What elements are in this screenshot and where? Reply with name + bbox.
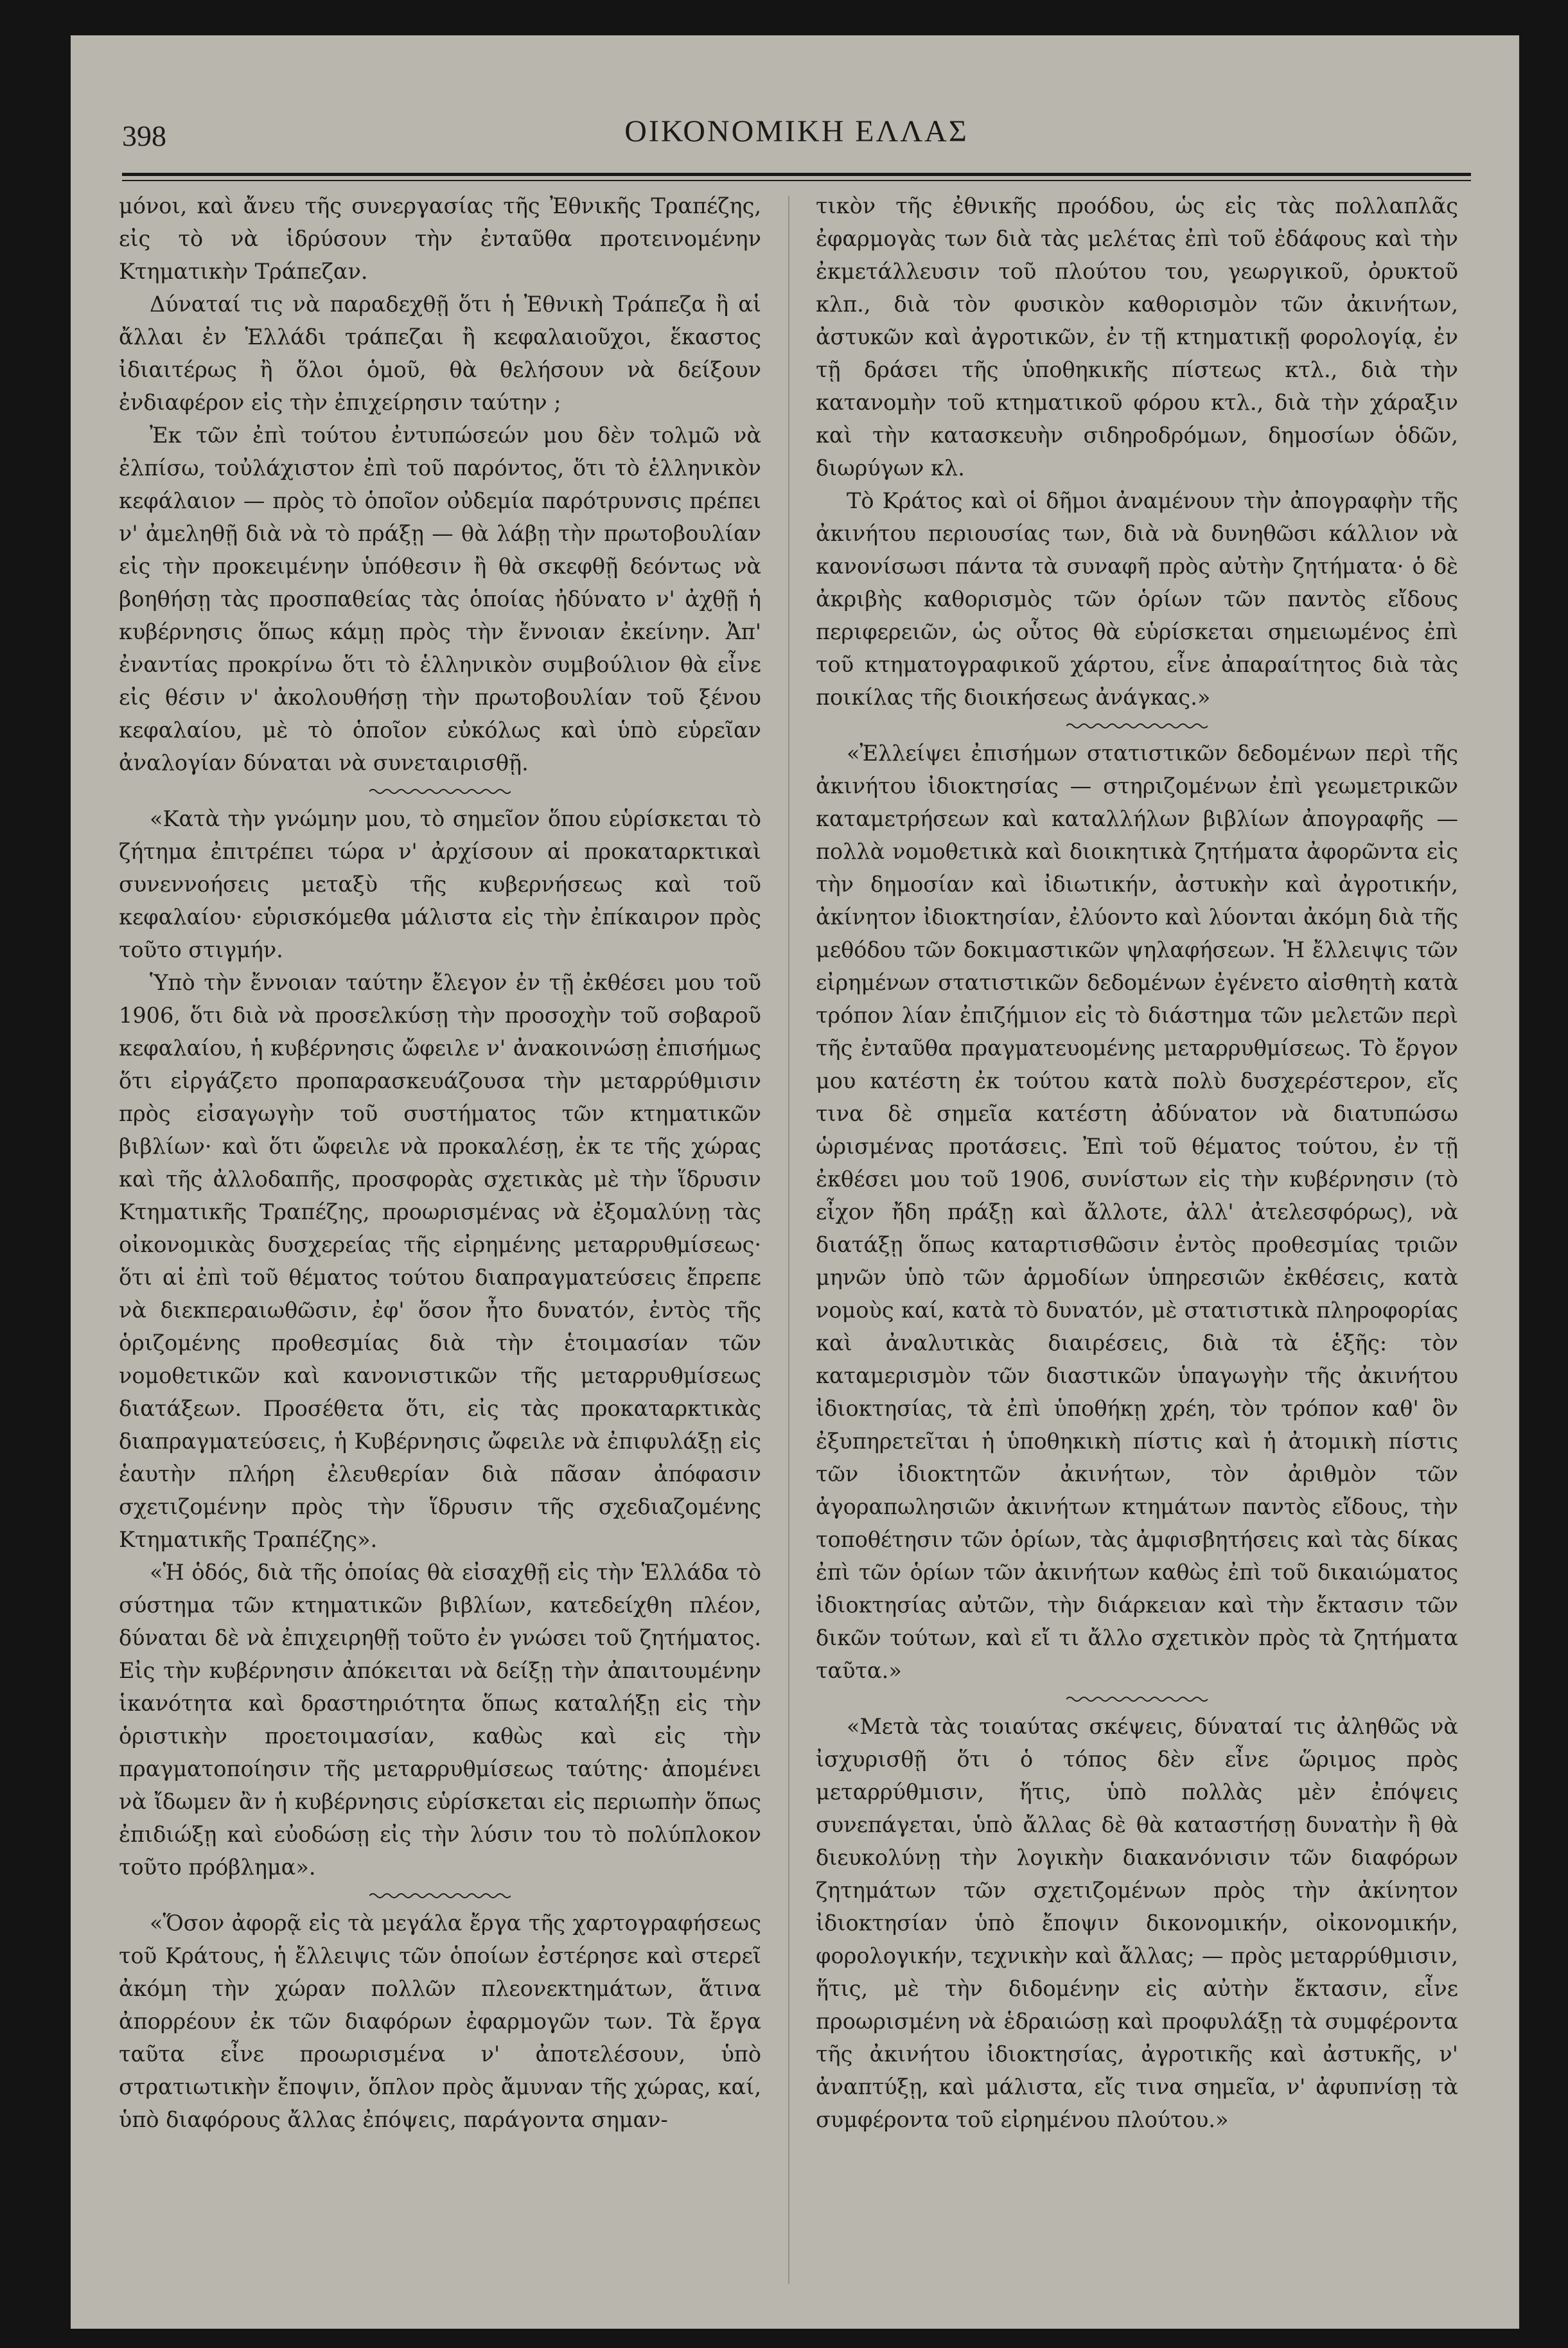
wavy-separator: [1066, 1695, 1208, 1704]
paragraph: Δύναταί τις νὰ παραδεχθῇ ὅτι ἡ Ἐθνικὴ Τράπεζα ἢ αἱ ἄλλαι ἐν Ἑλλάδι τράπεζαι ἢ κεφαλαιοῦχοι, ἕκαστος ἰδιαιτέρως ἢ ὅλοι ὁμοῦ, θὰ θελήσουν νὰ δείξουν ἐνδιαφέρον εἰς τὴν ἐπιχείρησιν ταύτην ;: [119, 292, 761, 415]
page-header: [122, 100, 1471, 170]
paragraph: «Ἡ ὁδός, διὰ τῆς ὁποίας θὰ εἰσαχθῇ εἰς τὴν Ἑλλάδα τὸ σύστημα τῶν κτηματικῶν βιβλίων, κατεδείχθη πλέον, δύναται δὲ νὰ ἐπιχειρηθῇ τοῦτο ἐν γνώσει τοῦ ζητήματος. Εἰς τὴν κυβέρνησιν ἀπόκειται νὰ δείξῃ τὴν ἀπαιτουμένην ἱκανότητα καὶ δραστηριότητα ὅπως καταλήξῃ εἰς τὴν ὁριστικὴν προετοιμασίαν, καθὼς καὶ εἰς τὴν πραγματοποίησιν τῆς μεταρρυθμίσεως ταύτης· ἀπομένει νὰ ἴδωμεν ἂν ἡ κυβέρνησις εὑρίσκεται εἰς περιωπὴν ὅπως ἐπιδιώξῃ καὶ εὐοδώσῃ εἰς τὴν λύσιν του τὸ πολύπλοκον τοῦτο πρόβλημα».: [119, 1560, 761, 1880]
paragraph: τικὸν τῆς ἐθνικῆς προόδου, ὡς εἰς τὰς πολλαπλᾶς ἐφαρμογὰς των διὰ τὰς μελέτας ἐπὶ τοῦ ἐδάφους καὶ τὴν ἐκμετάλλευσιν τοῦ πλούτου του, γεωργικοῦ, ὀρυκτοῦ κλπ., διὰ τὸν φυσικὸν καθορισμὸν τῶν ἀκινήτων, ἀστυκῶν καὶ ἀγροτικῶν, ἐν τῇ κτηματικῇ φορολογίᾳ, ἐν τῇ δράσει τῆς ὑποθηκικῆς πίστεως κτλ., διὰ τὴν κατανομὴν τοῦ κτηματικοῦ φόρου κτλ., διὰ τὴν χάραξιν καὶ τὴν κατασκευὴν σιδηροδρόμων, δημοσίων ὁδῶν, διωρύγων κλ.: [816, 193, 1458, 481]
paragraph: Ὑπὸ τὴν ἔννοιαν ταύτην ἔλεγον ἐν τῇ ἐκθέσει μου τοῦ 1906, ὅτι διὰ νὰ προσελκύσῃ τὴν προσοχὴν τοῦ σοβαροῦ κεφαλαίου, ἡ κυβέρνησις ὤφειλε ν' ἀνακοινώσῃ ἐπισήμως ὅτι εἰργάζετο προπαρασκευάζουσα τὴν μεταρρύθμισιν πρὸς εἰσαγωγὴν τοῦ συστήματος τῶν κτηματικῶν βιβλίων· καὶ ὅτι ὤφειλε νὰ προκαλέσῃ, ἐκ τε τῆς χώρας καὶ τῆς ἀλλοδαπῆς, προσφορὰς σχετικὰς μὲ τὴν ἵδρυσιν Κτηματικῆς Τραπέζης, προωρισμένας νὰ ἐξομαλύνῃ τὰς οἰκονομικὰς δυσχερείας τῆς εἰρημένης μεταρρυθμίσεως· ὅτι αἱ ἐπὶ τοῦ θέματος τούτου διαπραγματεύσεις ἔπρεπε νὰ διεκπεραιωθῶσιν, ἐφ' ὅσον ἦτο δυνατόν, ἐντὸς τῆς ὁριζομένης προθεσμίας διὰ τὴν ἑτοιμασίαν τῶν νομοθετικῶν καὶ κανονιστικῶν τῆς μεταρρυθμίσεως διατάξεων. Προσέθετα ὅτι, εἰς τὰς προκαταρκτικὰς διαπραγματεύσεις, ἡ Κυβέρνησις ὤφειλε νὰ ἐπιφυλάξῃ εἰς ἑαυτὴν πλήρη ἐλευθερίαν διὰ πᾶσαν ἀπόφασιν σχετιζομένην πρὸς τὴν ἵδρυσιν τῆς σχεδιαζομένης Κτηματικῆς Τραπέζης».: [119, 970, 761, 1552]
left-column: [119, 190, 761, 2290]
wavy-separator: [1066, 721, 1208, 730]
paragraph: μόνοι, καὶ ἄνευ τῆς συνεργασίας τῆς Ἐθνικῆς Τραπέζης, εἰς τὸ νὰ ἱδρύσουν τὴν ἐνταῦθα προτεινομένην Κτηματικὴν Τράπεζαν.: [119, 193, 761, 284]
running-title: ΟΙΚΟΝΟΜΙΚΗ ΕΛΛΑΣ: [624, 114, 969, 148]
paragraph: «Ὅσον ἀφορᾷ εἰς τὰ μεγάλα ἔργα τῆς χαρτογραφήσεως τοῦ Κράτους, ἡ ἔλλειψις τῶν ὁποίων ἐστέρησε καὶ στερεῖ ἀκόμη τὴν χώραν πολλῶν πλεονεκτημάτων, ἅτινα ἀπορρέουν ἐκ τῶν διαφόρων ἐφαρμογῶν των. Τὰ ἔργα ταῦτα εἶνε προωρισμένα ν' ἀποτελέσουν, ὑπὸ στρατιωτικὴν ἔποψιν, ὅπλον πρὸς ἄμυναν τῆς χώρας, καί, ὑπὸ διαφόρους ἄλλας ἐπόψεις, παράγοντα σημαν-: [119, 1911, 761, 2132]
wavy-separator: [369, 1891, 511, 1900]
header-rule-thin: [122, 180, 1471, 181]
newspaper-page: [71, 35, 1519, 2329]
right-column: [816, 190, 1458, 2290]
page-number: 398: [122, 119, 166, 152]
paragraph: «Μετὰ τὰς τοιαύτας σκέψεις, δύναταί τις ἀληθῶς νὰ ἰσχυρισθῇ ὅτι ὁ τόπος δὲν εἶνε ὥριμος πρὸς μεταρρύθμισιν, ἥτις, ὑπὸ πολλὰς μὲν ἐπόψεις συνεπάγεται, ὑπὸ ἄλλας δὲ θὰ καταστήσῃ δυνατὴν ἢ θὰ διευκολύνῃ τὴν λογικὴν διακανόνισιν τῶν διαφόρων ζητημάτων τῶν σχετιζομένων πρὸς τὴν ἀκίνητον ἰδιοκτησίαν ὑπὸ ἔποψιν δικονομικήν, οἰκονομικήν, φορολογικήν, τεχνικὴν καὶ ἄλλας; — πρὸς μεταρρύθμισιν, ἥτις, μὲ τὴν διδομένην εἰς αὐτὴν ἔκτασιν, εἶνε προωρισμένη νὰ ἑδραιώσῃ καὶ προφυλάξῃ τὰ συμφέροντα τῆς ἀκινήτου ἰδιοκτησίας, ἀγροτικῆς καὶ ἀστυκῆς, ν' ἀναπτύξῃ, καὶ μάλιστα, εἴς τινα σημεῖα, ν' ἀφυπνίσῃ τὰ συμφέροντα τοῦ εἰρημένου πλούτου.»: [816, 1714, 1458, 2132]
wavy-separator: [369, 787, 511, 796]
paragraph: «Ἐλλείψει ἐπισήμων στατιστικῶν δεδομένων περὶ τῆς ἀκινήτου ἰδιοκτησίας — στηριζομένων ἐπὶ γεωμετρικῶν καταμετρήσεων καὶ καταλλήλων βιβλίων ἀπογραφῆς — πολλὰ νομοθετικὰ καὶ διοικητικὰ ζητήματα ἀφορῶντα εἰς τὴν δημοσίαν καὶ ἰδιωτικήν, ἀστυκὴν καὶ ἀγροτικήν, ἀκίνητον ἰδιοκτησίαν, ἐλύοντο καὶ λύονται ἀκόμη διὰ τῆς μεθόδου τῶν δοκιμαστικῶν ψηλαφήσεων. Ἡ ἔλλειψις τῶν εἰρημένων στατιστικῶν δεδομένων ἐγένετο αἰσθητὴ κατὰ τρόπον λίαν ἐπιζήμιον εἰς τὸ διάστημα τῶν μελετῶν περὶ τῆς ἐνταῦθα πραγματευομένης μεταρρυθμίσεως. Τὸ ἔργον μου κατέστη ἐκ τούτου κατὰ πολὺ δυσχερέστερον, εἴς τινα δὲ σημεῖα κατέστη ἀδύνατον νὰ διατυπώσω ὡρισμένας προτάσεις. Ἐπὶ τοῦ θέματος τούτου, ἐν τῇ ἐκθέσει μου τοῦ 1906, συνίστων εἰς τὴν κυβέρνησιν (τὸ εἶχον ἤδη πράξῃ καὶ ἄλλοτε, ἀλλ' ἀτελεσφόρως), νὰ διατάξῃ ὅπως καταρτισθῶσιν ἐντὸς προθεσμίας τριῶν μηνῶν ὑπὸ τῶν ἁρμοδίων ὑπηρεσιῶν ἐκθέσεις, κατὰ νομοὺς καί, κατὰ τὸ δυνατόν, μὲ στατιστικὰ πληροφορίας καὶ ἀναλυτικὰς διαιρέσεις, διὰ τὰ ἑξῆς: τὸν καταμερισμὸν τῶν διαστικῶν ὑπαγωγὴν τῆς ἀκινήτου ἰδιοκτησίας, τὰ ἐπὶ ὑποθήκῃ χρέη, τὸν τρόπον καθ' ὃν ἐξυπηρετεῖται ἡ ὑποθηκικὴ πίστις καὶ ἡ ἀτομικὴ πίστις τῶν ἰδιοκτητῶν ἀκινήτων, τὸν ἀριθμὸν τῶν ἀγοραπωλησιῶν ἀκινήτων κτημάτων παντὸς εἴδους, τὴν τοποθέτησιν τῶν ὁρίων, τὰς ἀμφισβητήσεις καὶ τὰς δίκας ἐπὶ τῶν ὁρίων τῶν ἀκινήτων καθὼς ἐπὶ τοῦ δικαιώματος ἰδιοκτησίας αὐτῶν, τὴν διάρκειαν καὶ τὴν ἔκτασιν τῶν δικῶν τούτων, καὶ εἴ τι ἄλλο σχετικὸν πρὸς τὰ ζητήματα ταῦτα.»: [816, 741, 1458, 1683]
paragraph: Τὸ Κράτος καὶ οἱ δῆμοι ἀναμένουν τὴν ἀπογραφὴν τῆς ἀκινήτου περιουσίας των, διὰ νὰ δυνηθῶσι κάλλιον νὰ κανονίσωσι πάντα τὰ συναφῆ πρὸς αὐτὴν ζητήματα· ὁ δὲ ἀκριβὴς καθορισμὸς τῶν ὁρίων τῶν παντὸς εἴδους περιφερειῶν, ὡς οὗτος θὰ εὑρίσκεται σημειωμένος ἐπὶ τοῦ κτηματογραφικοῦ χάρτου, εἶνε ἀπαραίτητος διὰ τὰς ποικίλας τῆς διοικήσεως ἀνάγκας.»: [816, 488, 1458, 710]
header-rule-thick: [122, 173, 1471, 176]
column-divider: [788, 196, 789, 2284]
paragraph: Ἐκ τῶν ἐπὶ τούτου ἐντυπώσεών μου δὲν τολμῶ νὰ ἐλπίσω, τοὐλάχιστον ἐπὶ τοῦ παρόντος, ὅτι τὸ ἑλληνικὸν κεφάλαιον — πρὸς τὸ ὁποῖον οὐδεμία παρότρυνσις πρέπει ν' ἀμεληθῇ διὰ νὰ τὸ πράξῃ — θὰ λάβῃ τὴν πρωτοβουλίαν εἰς τὴν προκειμένην ὑπόθεσιν ἢ θὰ σκεφθῇ δεόντως νὰ βοηθήσῃ τὰς προσπαθείας τὰς ὁποίας ἠδύνατο ν' ἀχθῇ ἡ κυβέρνησις ὅπως κάμῃ πρὸς τὴν ἔννοιαν ἐκείνην. Ἀπ' ἐναντίας προκρίνω ὅτι τὸ ἑλληνικὸν συμβούλιον θὰ εἶνε εἰς θέσιν ν' ἀκολουθήσῃ τὴν πρωτοβουλίαν τοῦ ξένου κεφαλαίου, μὲ τὸ ὁποῖον εὐκόλως καὶ ὑπὸ εὑρεῖαν ἀναλογίαν δύναται νὰ συνεταιρισθῇ.: [119, 423, 761, 775]
paragraph: «Κατὰ τὴν γνώμην μου, τὸ σημεῖον ὅπου εὑρίσκεται τὸ ζήτημα ἐπιτρέπει τώρα ν' ἀρχίσουν αἱ προκαταρκτικαὶ συνεννοήσεις μεταξὺ τῆς κυβερνήσεως καὶ τοῦ κεφαλαίου· εὑρισκόμεθα μάλιστα εἰς τὴν ἐπίκαιρον πρὸς τοῦτο στιγμήν.: [119, 806, 761, 962]
